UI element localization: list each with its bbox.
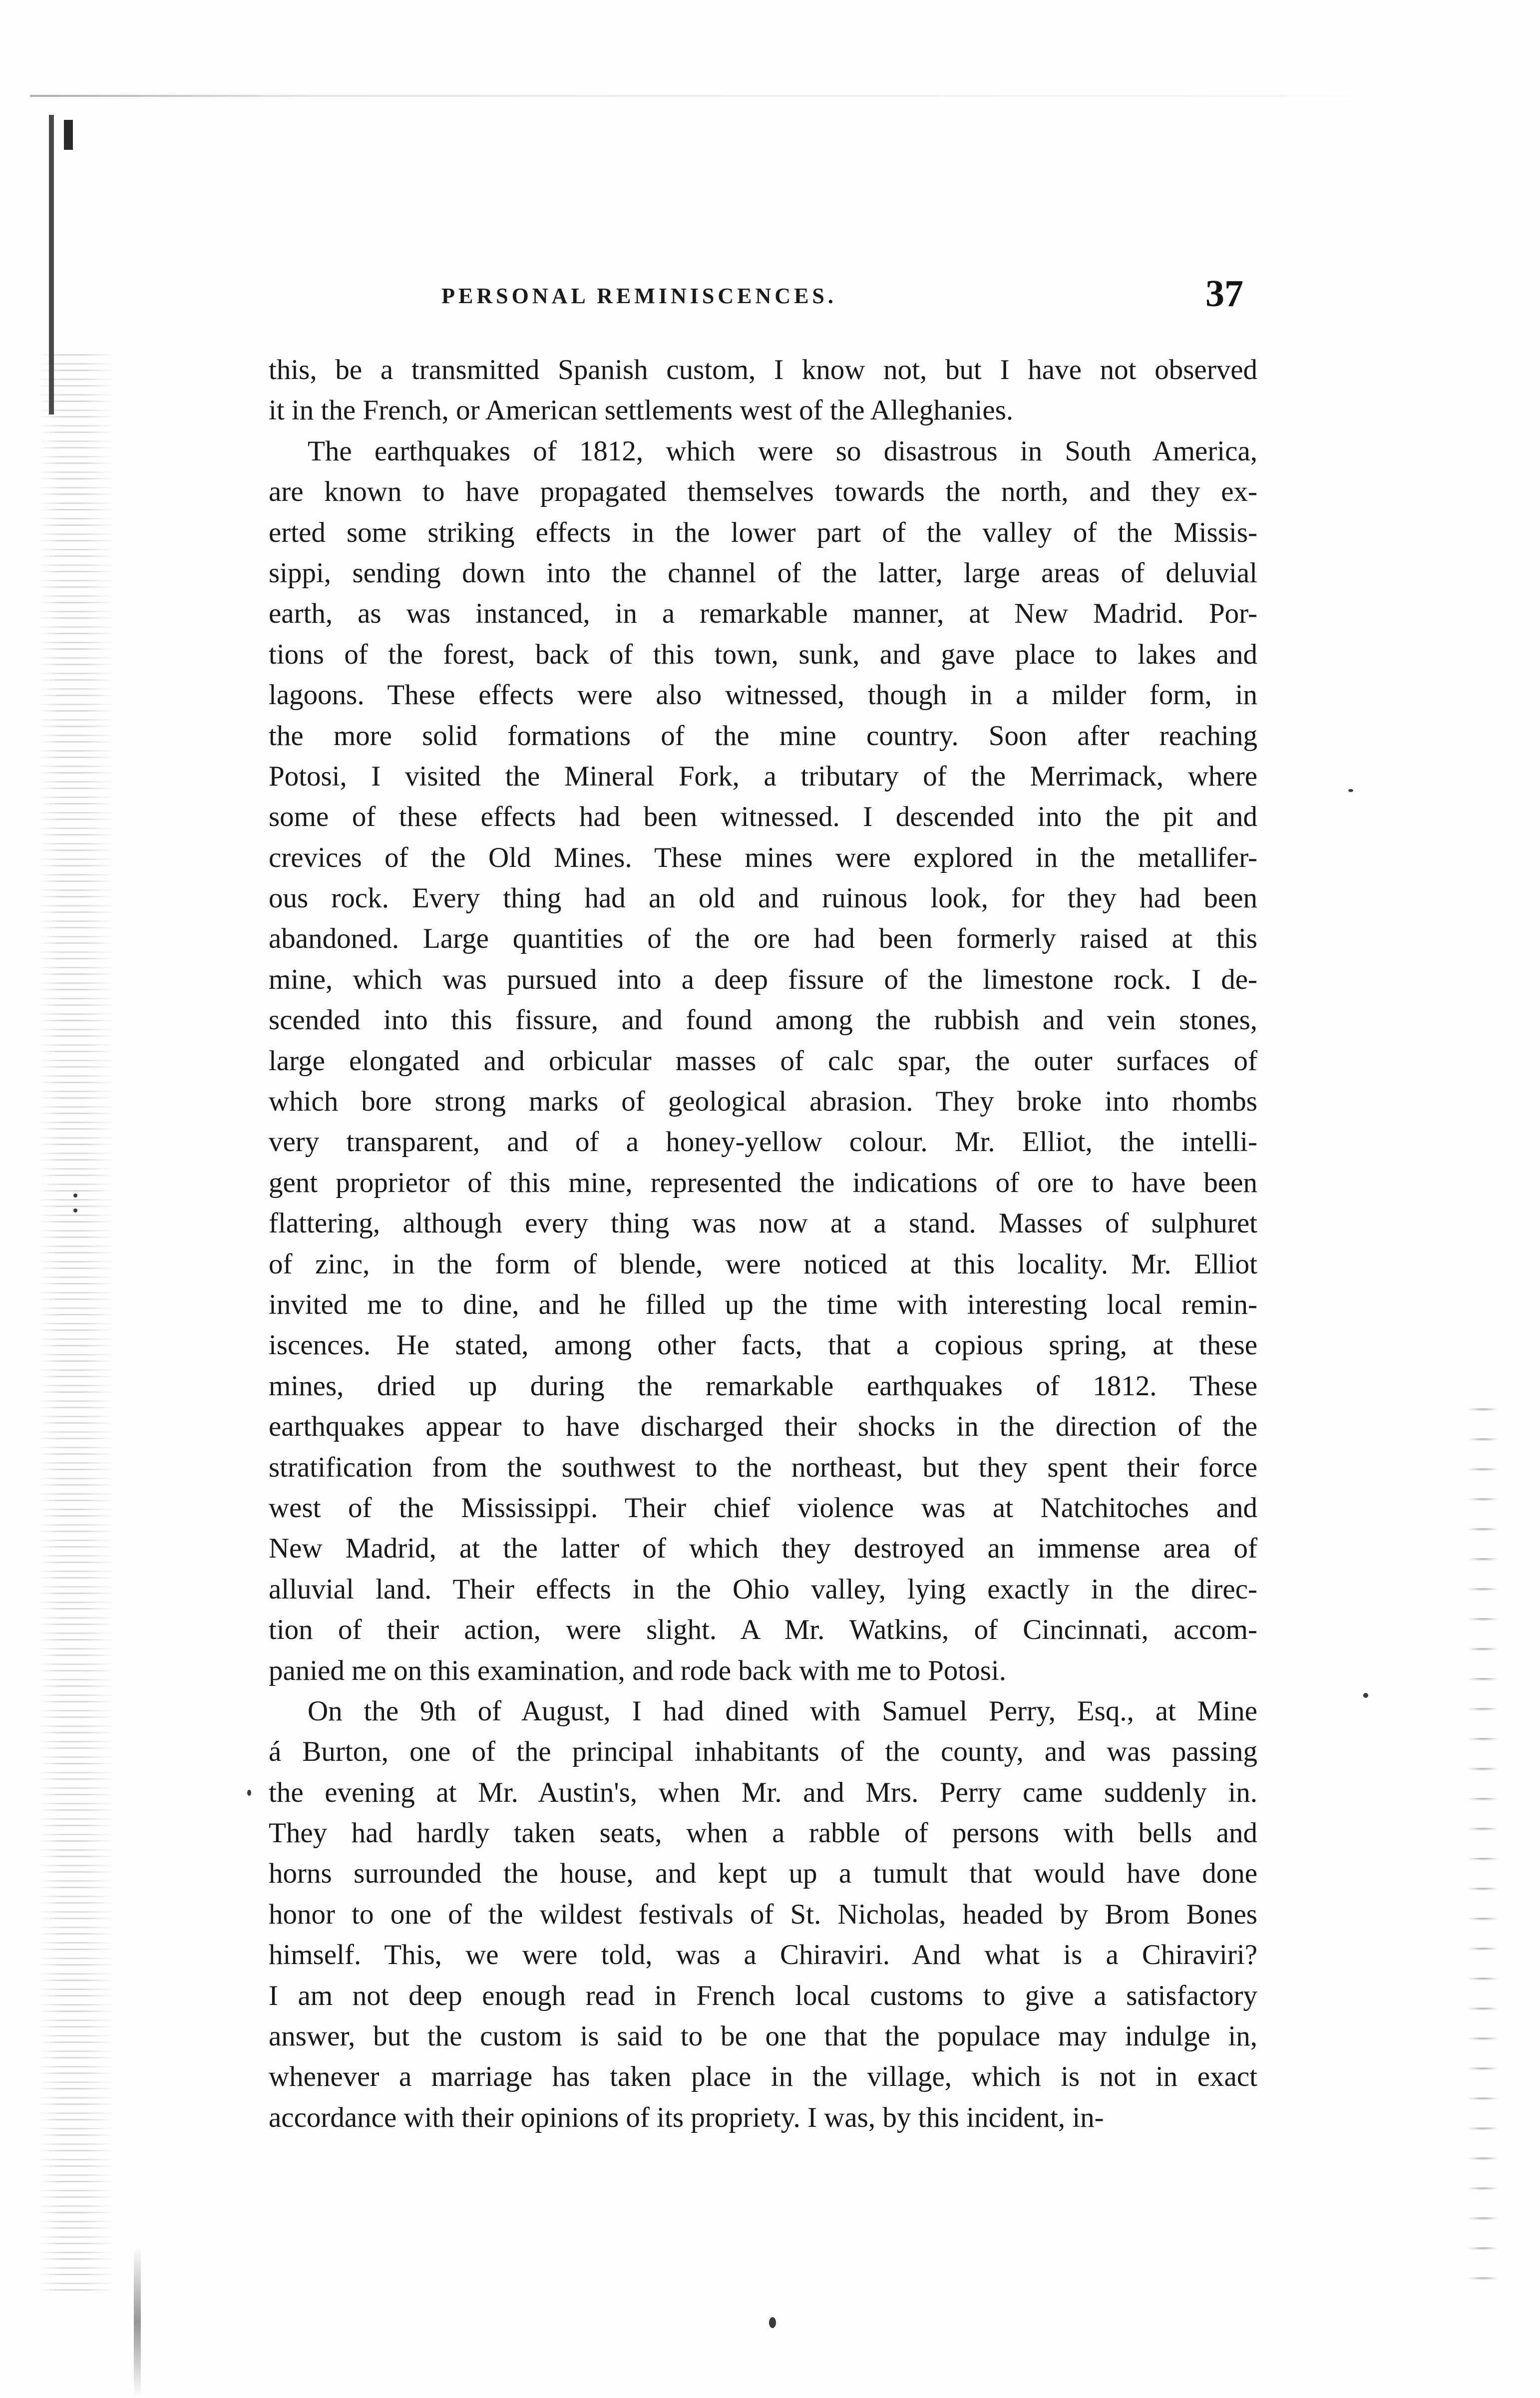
text-line: iscences. He stated, among other facts, that a copious spring, at these — [269, 1329, 1257, 1361]
stray-mark — [1348, 789, 1353, 792]
stray-mark — [769, 2317, 776, 2328]
text-line: scended into this fissure, and found among the rubbish and vein stones, — [269, 1004, 1257, 1036]
text-line: earthquakes appear to have discharged their shocks in the direction of the — [269, 1411, 1257, 1443]
text-line: crevices of the Old Mines. These mines were explored in the metallifer- — [269, 841, 1257, 873]
text-line: the evening at Mr. Austin's, when Mr. and Mrs. Perry came suddenly in. — [269, 1776, 1257, 1808]
text-line: horns surrounded the house, and kept up a tumult that would have done — [269, 1858, 1257, 1890]
running-title: PERSONAL REMINISCENCES. — [441, 284, 837, 308]
text-line: On the 9th of August, I had dined with Samuel Perry, Esq., at Mine — [308, 1695, 1257, 1727]
running-head — [280, 272, 1243, 322]
text-line: some of these effects had been witnessed. I descended into the pit and — [269, 801, 1257, 833]
stray-mark — [247, 1790, 251, 1796]
text-line: are known to have propagated themselves towards the north, and they ex- — [269, 476, 1257, 508]
right-margin-bleed — [1468, 1398, 1498, 2297]
text-line: erted some striking effects in the lower part of the valley of the Missis- — [269, 516, 1257, 548]
text-line: lagoons. These effects were also witnessed, though in a milder form, in — [269, 679, 1257, 711]
text-line: The earthquakes of 1812, which were so disastrous in South America, — [308, 435, 1257, 467]
page-number: 37 — [1205, 273, 1243, 315]
binding-bottom-mark — [134, 2247, 141, 2397]
text-line: tion of their action, were slight. A Mr. Watkins, of Cincinnati, accom- — [269, 1614, 1257, 1646]
text-line: large elongated and orbicular masses of calc spar, the outer surfaces of — [269, 1045, 1257, 1077]
text-line: himself. This, we were told, was a Chiraviri. And what is a Chiraviri? — [269, 1939, 1257, 1971]
text-line: New Madrid, at the latter of which they destroyed an immense area of — [269, 1533, 1257, 1565]
text-line: alluvial land. Their effects in the Ohio valley, lying exactly in the direc- — [269, 1573, 1257, 1605]
stray-mark — [1363, 1693, 1368, 1698]
text-line: accordance with their opinions of its propriety. I was, by this incident, in- — [269, 2101, 1104, 2133]
text-line: tions of the forest, back of this town, sunk, and gave place to lakes and — [269, 638, 1257, 670]
binding-speckles — [39, 350, 114, 2297]
text-line: panied me on this examination, and rode back with me to Potosi. — [269, 1654, 1006, 1686]
text-line: west of the Mississippi. Their chief violence was at Natchitoches and — [269, 1492, 1257, 1524]
text-line: of zinc, in the form of blende, were noticed at this locality. Mr. Elliot — [269, 1248, 1257, 1280]
text-line: They had hardly taken seats, when a rabble of persons with bells and — [269, 1817, 1257, 1849]
text-line: answer, but the custom is said to be one that the populace may indulge in, — [269, 2020, 1257, 2052]
text-line: honor to one of the wildest festivals of St. Nicholas, headed by Brom Bones — [269, 1898, 1257, 1930]
text-line: mines, dried up during the remarkable earthquakes of 1812. These — [269, 1370, 1257, 1402]
body-text — [269, 350, 1257, 2138]
text-line: whenever a marriage has taken place in the village, which is not in exact — [269, 2061, 1257, 2093]
text-line: abandoned. Large quantities of the ore had been formerly raised at this — [269, 923, 1257, 955]
text-line: this, be a transmitted Spanish custom, I know not, but I have not observed — [269, 354, 1257, 386]
text-line: which bore strong marks of geological abrasion. They broke into rhombs — [269, 1086, 1257, 1118]
text-line: á Burton, one of the principal inhabitants of the county, and was passing — [269, 1736, 1257, 1768]
text-line: stratification from the southwest to the northeast, but they spent their force — [269, 1451, 1257, 1483]
paragraph — [269, 350, 1257, 431]
text-line: it in the French, or American settlements west of the Alleghanies. — [269, 395, 1014, 426]
text-line: sippi, sending down into the channel of the latter, large areas of deluvial — [269, 557, 1257, 589]
text-line: very transparent, and of a honey-yellow colour. Mr. Elliot, the intelli- — [269, 1126, 1257, 1158]
binding-edge-mark — [64, 120, 73, 150]
page-top-edge — [30, 95, 1438, 97]
text-line: Potosi, I visited the Mineral Fork, a tributary of the Merrimack, where — [269, 760, 1257, 792]
binding-gutter — [9, 100, 124, 2347]
text-line: invited me to dine, and he filled up the time with interesting local remin- — [269, 1288, 1257, 1320]
text-line: mine, which was pursued into a deep fissure of the limestone rock. I de- — [269, 963, 1257, 995]
stray-mark — [73, 1194, 77, 1198]
text-line: gent proprietor of this mine, represented the indications of ore to have been — [269, 1167, 1257, 1199]
text-line: the more solid formations of the mine country. Soon after reaching — [269, 720, 1257, 752]
text-line: earth, as was instanced, in a remarkable manner, at New Madrid. Por- — [269, 598, 1257, 630]
text-line: flattering, although every thing was now at a stand. Masses of sulphuret — [269, 1207, 1257, 1239]
paragraph — [269, 1691, 1257, 2138]
text-line: I am not deep enough read in French local customs to give a satisfactory — [269, 1980, 1257, 2011]
stray-mark — [73, 1208, 77, 1212]
text-line: ous rock. Every thing had an old and ruinous look, for they had been — [269, 882, 1257, 914]
paragraph — [269, 431, 1257, 1691]
